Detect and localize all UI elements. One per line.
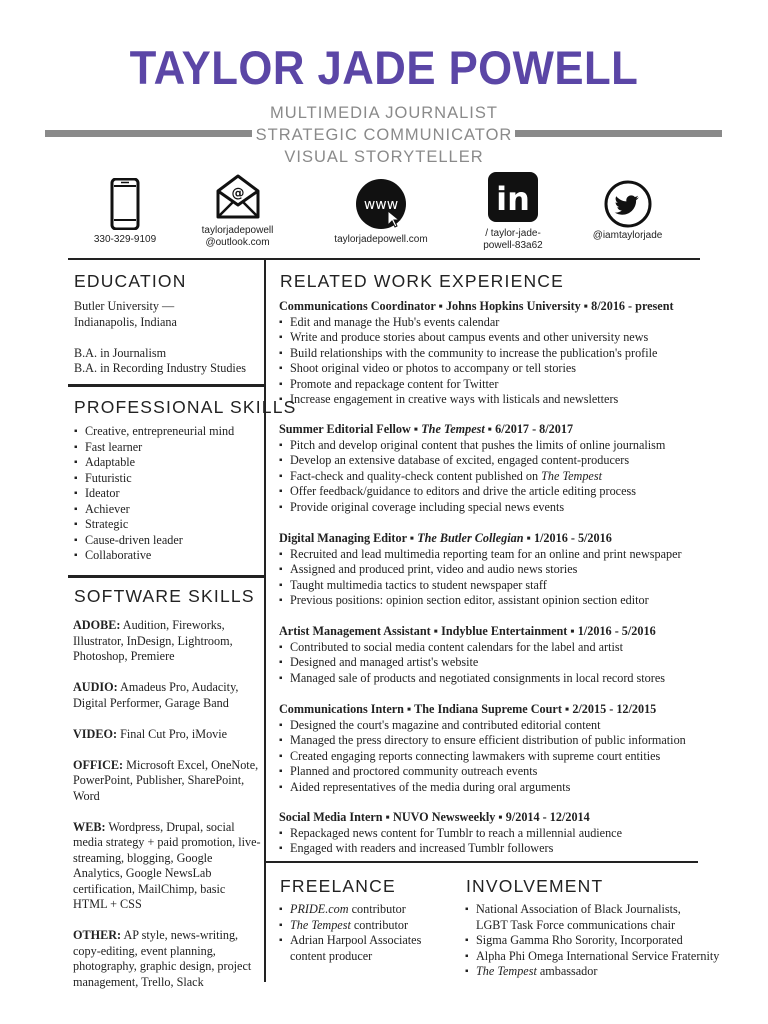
list-item: ▪ Repackaged news content for Tumblr to reach a millennial audience: [279, 826, 719, 842]
job-heading: Communications Intern ▪ The Indiana Supreme Court ▪ 2/2015 - 12/2015: [279, 702, 657, 716]
linkedin-line-2: powell-83a62: [483, 240, 543, 251]
list-item: ▪ Planned and proctored community outreach events: [279, 764, 719, 780]
freelance-list: [279, 902, 439, 964]
resume-name: TAYLOR JADE POWELL: [129, 41, 639, 94]
column-divider: [264, 260, 266, 982]
school-name: Butler University —: [74, 299, 175, 313]
twitter-handle: @iamtaylorjade: [592, 230, 663, 241]
phone-icon: [110, 178, 140, 230]
list-item: ▪ Sigma Gamma Rho Sorority, Incorporated: [465, 933, 755, 949]
school-location: Indianapolis, Indiana: [74, 314, 177, 329]
software-skills-heading: SOFTWARE SKILLS: [74, 586, 255, 606]
list-item: ▪ Shoot original video or photos to accompany or tell stories: [279, 361, 719, 377]
experience-heading: RELATED WORK EXPERIENCE: [280, 271, 564, 291]
list-item: ▪ Increase engagement in creative ways with listicals and newsletters: [279, 392, 719, 408]
software-skills-content: [73, 618, 261, 1006]
list-item: ▪ Achiever: [74, 502, 260, 518]
skill-group-other: OTHER: AP style, news-writing, copy-editing, event planning, photography, graphic design, project management, Trello, Slack: [73, 928, 252, 989]
list-item: ▪ The Tempest contributor: [279, 918, 439, 934]
job-entry: [279, 531, 719, 609]
skill-group-audio: AUDIO: Amadeus Pro, Audacity, Digital Performer, Garage Band: [73, 680, 239, 710]
involvement-heading: INVOLVEMENT: [466, 876, 604, 896]
list-item: ▪ Creative, entrepreneurial mind: [74, 424, 260, 440]
skill-group-office: OFFICE: Microsoft Excel, OneNote, PowerPoint, Publisher, SharePoint, Word: [73, 757, 259, 803]
list-item: ▪ Collaborative: [74, 548, 260, 564]
header-bar-left: [45, 130, 252, 137]
contact-linkedin[interactable]: [468, 172, 558, 252]
skills-bottom-rule: [68, 575, 264, 578]
linkedin-line-1: / taylor-jade-: [485, 228, 541, 239]
list-item: ▪ PRIDE.com contributor: [279, 902, 439, 918]
list-item: ▪ Engaged with readers and increased Tumblr followers: [279, 841, 719, 857]
email-line-2: @outlook.com: [205, 237, 270, 248]
list-item: ▪ Adaptable: [74, 455, 260, 471]
list-item: ▪ Promote and repackage content for Twitter: [279, 377, 719, 393]
linkedin-icon: [488, 172, 538, 222]
list-item: ▪ Ideator: [74, 486, 260, 502]
list-item: ▪ Recruited and lead multimedia reporting team for an online and print newspaper: [279, 547, 719, 563]
education-bottom-rule: [68, 384, 264, 387]
list-item: ▪ Edit and manage the Hub's events calendar: [279, 315, 719, 331]
experience-bottom-rule: [266, 861, 698, 863]
list-item: ▪ Build relationships with the community to increase the publication's profile: [279, 346, 719, 362]
www-text: www: [363, 197, 399, 213]
header-bar-right: [515, 130, 722, 137]
education-heading: EDUCATION: [74, 271, 187, 291]
job-heading: Social Media Intern ▪ NUVO Newsweekly ▪ 9/2014 - 12/2014: [279, 810, 590, 824]
job-entry: [279, 810, 719, 857]
job-heading: Communications Coordinator ▪ Johns Hopkins University ▪ 8/2016 - present: [279, 299, 674, 313]
list-item: ▪ Designed and managed artist's website: [279, 655, 719, 671]
envelope-icon: [215, 173, 261, 219]
list-item: ▪ Strategic: [74, 517, 260, 533]
list-item: ▪ Provide original coverage including special news events: [279, 500, 719, 516]
list-item: ▪ Adrian Harpool Associates content producer: [279, 933, 439, 964]
website-url: taylorjadepowell.com: [334, 234, 428, 245]
list-item: ▪ Cause-driven leader: [74, 533, 260, 549]
contact-email[interactable]: [190, 173, 285, 249]
twitter-bird-icon: [604, 180, 652, 228]
list-item: ▪ Fact-check and quality-check content published on The Tempest: [279, 469, 719, 485]
list-item: ▪ National Association of Black Journalists, LGBT Task Force communications chair: [465, 902, 705, 933]
linkedin-in-text: in: [496, 180, 530, 218]
job-entry: [279, 299, 719, 408]
job-entry: [279, 422, 719, 515]
contact-website[interactable]: [320, 178, 442, 246]
job-heading: Digital Managing Editor ▪ The Butler Collegian ▪ 1/2016 - 5/2016: [279, 531, 612, 545]
title-line-2: STRATEGIC COMMUNICATOR: [255, 126, 513, 144]
freelance-heading: FREELANCE: [280, 876, 396, 896]
list-item: ▪ Offer feedback/guidance to editors and drive the article editing process: [279, 484, 719, 500]
www-globe-icon: [355, 178, 407, 230]
list-item: ▪ Designed the court's magazine and contributed editorial content: [279, 718, 719, 734]
list-item: ▪ Develop an extensive database of excited, engaged content-producers: [279, 453, 719, 469]
skill-group-video: VIDEO: Final Cut Pro, iMovie: [73, 726, 228, 741]
contact-phone[interactable]: [80, 178, 170, 246]
content-top-rule: [68, 258, 700, 260]
list-item: ▪ Previous positions: opinion section editor, assistant opinion section editor: [279, 593, 719, 609]
list-item: ▪ Created engaging reports connecting lawmakers with supreme court entities: [279, 749, 719, 765]
svg-text:@: @: [231, 186, 244, 201]
email-line-1: taylorjadepowell: [201, 225, 274, 236]
skill-group-adobe: ADOBE: Audition, Fireworks, Illustrator, InDesign, Lightroom, Photoshop, Premiere: [73, 618, 233, 663]
professional-skills-list: [74, 424, 260, 564]
list-item: ▪ Assigned and produced print, video and audio news stories: [279, 562, 719, 578]
list-item: ▪ Taught multimedia tactics to student newspaper staff: [279, 578, 719, 594]
list-item: ▪ Aided representatives of the media during oral arguments: [279, 780, 719, 796]
education-content: [74, 299, 260, 377]
list-item: ▪ Fast learner: [74, 440, 260, 456]
list-item: ▪ The Tempest ambassador: [465, 964, 755, 980]
list-item: ▪ Write and produce stories about campus events and other university news: [279, 330, 719, 346]
degree-2: B.A. in Recording Industry Studies: [74, 361, 246, 375]
job-entry: [279, 702, 719, 795]
job-heading: Artist Management Assistant ▪ Indyblue Entertainment ▪ 1/2016 - 5/2016: [279, 624, 656, 638]
title-line-3: VISUAL STORYTELLER: [284, 148, 484, 166]
job-heading: Summer Editorial Fellow ▪ The Tempest ▪ 6/2017 - 8/2017: [279, 422, 574, 436]
phone-number: 330-329-9109: [93, 234, 157, 245]
skill-group-web: WEB: Wordpress, Drupal, social media strategy + paid promotion, live-streaming, blogging, Google Analytics, Google NewsLab certification, MailChimp, basic HTML + CSS: [73, 819, 261, 911]
list-item: ▪ Pitch and develop original content that pushes the limits of online journalism: [279, 438, 719, 454]
list-item: ▪ Contributed to social media content calendars for the label and artist: [279, 640, 719, 656]
involvement-list: [465, 902, 755, 980]
list-item: ▪ Futuristic: [74, 471, 260, 487]
title-line-1: MULTIMEDIA JOURNALIST: [270, 104, 498, 122]
job-entry: [279, 624, 719, 686]
professional-skills-heading: PROFESSIONAL SKILLS: [74, 397, 297, 417]
list-item: ▪ Managed the press directory to ensure efficient distribution of public information: [279, 733, 719, 749]
list-item: ▪ Managed sale of products and negotiated consignments in local record stores: [279, 671, 719, 687]
degree-1: B.A. in Journalism: [74, 345, 167, 360]
list-item: ▪ Alpha Phi Omega International Service Fraternity: [465, 949, 755, 965]
contact-twitter[interactable]: [580, 180, 675, 242]
